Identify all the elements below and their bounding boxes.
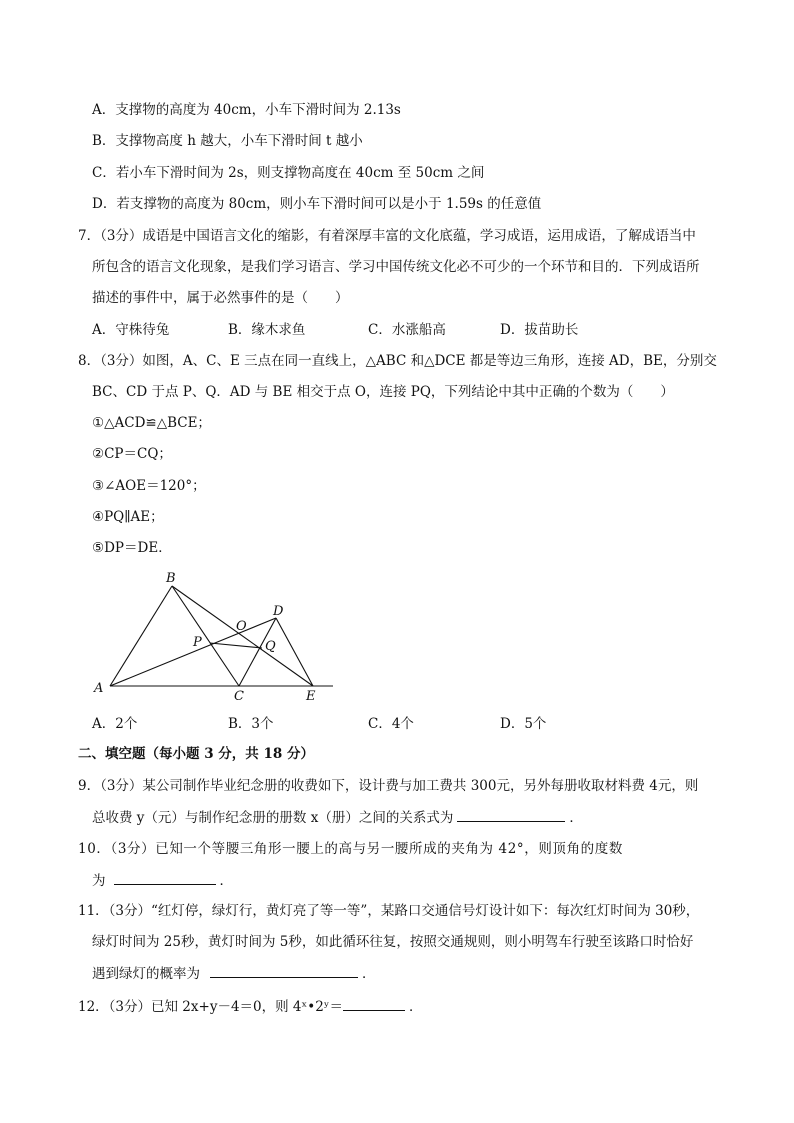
q11-stem-line1: 11．（3分）“红灯停，绿灯行，黄灯亮了等一等”，某路口交通信号灯设计如下：每次红灯时间为 30秒，: [78, 903, 700, 919]
q6-option-c: C．若小车下滑时间为 2s，则支撑物高度在 40cm 至 50cm 之间: [92, 165, 485, 181]
segment-bc: [172, 586, 239, 686]
q11-line3-end: ．: [362, 966, 376, 982]
q8-option-d: D．5个: [500, 716, 547, 732]
segment-de: [276, 618, 313, 686]
label-d: D: [273, 604, 284, 619]
q8-option-b: B．3个: [228, 716, 274, 732]
q8-statement-2: ②CP＝CQ；: [92, 446, 172, 462]
q7-option-c: C．水涨船高: [368, 322, 446, 338]
q9-line2-end: ．: [569, 810, 583, 826]
q6-option-a: A．支撑物的高度为 40cm，小车下滑时间为 2.13s: [92, 102, 401, 118]
q7-option-b: B．缘木求鱼: [228, 322, 306, 338]
segment-ab: [110, 586, 172, 686]
label-o: O: [236, 619, 247, 634]
q10-stem-line1: 10．（3分）已知一个等腰三角形一腰上的高与另一腰所成的夹角为 42°，则顶角的度数: [78, 841, 623, 857]
q11-stem-line3: [92, 963, 376, 984]
q12-answer-blank[interactable]: [343, 996, 405, 1011]
q11-line3-text: 遇到绿灯的概率为: [92, 966, 200, 982]
q12-text: 12．（3分）已知 2x+y－4＝0，则 4ˣ•2ʸ＝: [78, 999, 343, 1015]
q7-option-a: A．守株待兔: [92, 322, 170, 338]
q12-end: ．: [409, 999, 423, 1015]
q10-line2-end: ．: [219, 873, 233, 889]
q7-option-d: D．拔苗助长: [500, 322, 579, 338]
label-b: B: [166, 571, 176, 586]
label-q: Q: [265, 639, 276, 654]
q9-stem-line1: 9．（3分）某公司制作毕业纪念册的收费如下，设计费与加工费共 300元，另外每册收取材料费 4元，则: [78, 778, 699, 794]
q7-stem-line3: 描述的事件中，属于必然事件的是（ ）: [92, 290, 349, 306]
q6-option-b: B．支撑物高度 h 越大，小车下滑时间 t 越小: [92, 133, 363, 149]
q11-stem-line2: 绿灯时间为 25秒，黄灯时间为 5秒，如此循环往复，按照交通规则，则小明驾车行驶至该路口时恰好: [92, 934, 694, 950]
label-c: C: [234, 689, 244, 704]
q8-stem-line1: 8．（3分）如图，A、C、E 三点在同一直线上，△ABC 和△DCE 都是等边三角形，连接 AD，BE，分别交: [78, 353, 717, 369]
q11-answer-blank[interactable]: [210, 963, 358, 978]
q10-answer-blank[interactable]: [114, 870, 216, 885]
label-p: P: [193, 635, 202, 650]
q8-option-c: C．4个: [368, 716, 414, 732]
label-a: A: [94, 681, 104, 696]
q6-option-d: D．若支撑物的高度为 80cm，则小车下滑时间可以是小于 1.59s 的任意值: [92, 196, 542, 212]
q10-stem-line2: [92, 870, 233, 891]
q8-statement-5: ⑤DP＝DE．: [92, 540, 172, 556]
q7-stem-line2: 所包含的语言文化现象，是我们学习语言、学习中国传统文化必不可少的一个环节和目的．下列成语所: [92, 259, 700, 275]
label-e: E: [306, 689, 316, 704]
q12-stem: [78, 996, 423, 1017]
q8-statement-4: ④PQ∥AE；: [92, 509, 164, 525]
q7-stem-line1: 7．（3分）成语是中国语言文化的缩影，有着深厚丰富的文化底蕴，学习成语，运用成语，了解成语当中: [78, 228, 696, 244]
q9-stem-line2: [92, 807, 583, 828]
segment-ad: [110, 618, 276, 686]
q8-statement-3: ③∠AOE＝120°；: [92, 478, 206, 494]
q9-answer-blank[interactable]: [457, 807, 565, 822]
q8-option-a: A．2个: [92, 716, 138, 732]
q8-stem-line2: BC、CD 于点 P、Q．AD 与 BE 相交于点 O，连接 PQ，下列结论中其中正确的个数为（ ）: [92, 384, 674, 400]
q10-line2-text: 为: [92, 873, 106, 889]
q8-statement-1: ①△ACD≌△BCE；: [92, 415, 211, 431]
section-2-heading: 二、填空题（每小题 3 分，共 18 分）: [78, 746, 314, 762]
q9-line2-text: 总收费 y（元）与制作纪念册的册数 x（册）之间的关系式为: [92, 810, 454, 826]
